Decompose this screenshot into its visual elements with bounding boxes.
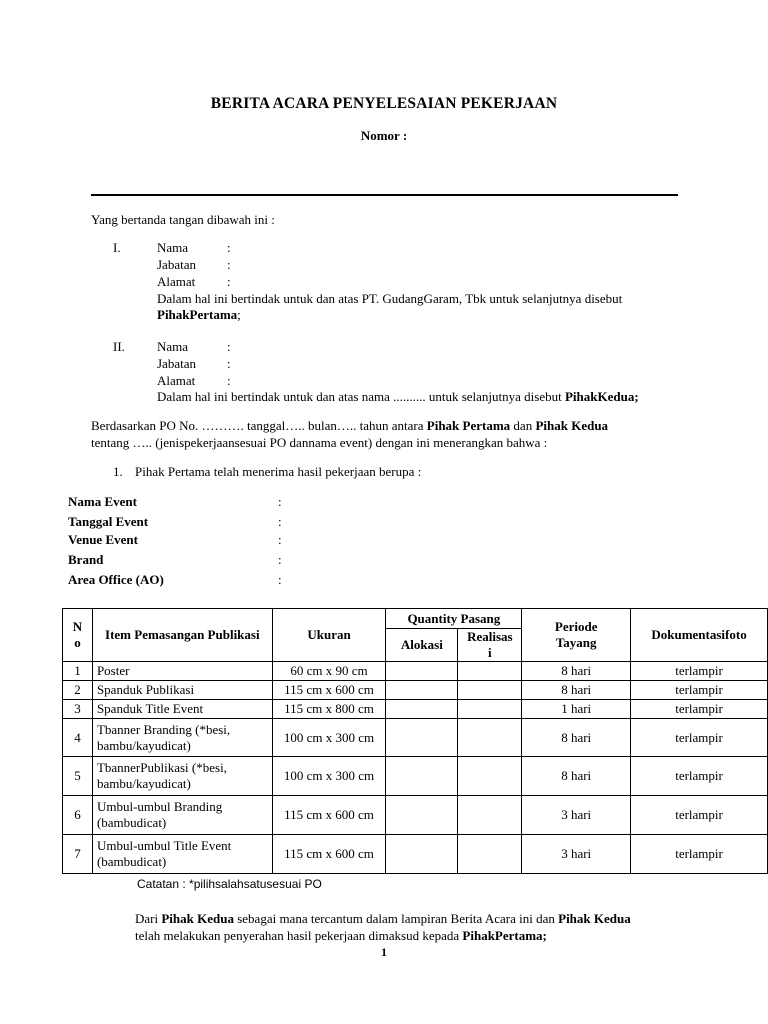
event-label-area-office: Area Office (AO) bbox=[68, 572, 164, 587]
row-periode: 3 hari bbox=[522, 796, 631, 835]
row-realisasi bbox=[458, 835, 522, 874]
party1-description: Dalam hal ini bertindak untuk dan atas PT. GudangGaram, Tbk untuk selanjutnya disebut bbox=[157, 291, 623, 306]
row-realisasi bbox=[458, 796, 522, 835]
page-number: 1 bbox=[381, 945, 387, 959]
row-alokasi bbox=[386, 796, 458, 835]
closing-dari: Dari bbox=[135, 911, 159, 926]
row-item: Umbul-umbul Branding (bambudicat) bbox=[92, 796, 272, 835]
row-periode: 8 hari bbox=[522, 757, 631, 796]
party2-alias: PihakKedua; bbox=[564, 389, 639, 404]
intro-text: Yang bertanda tangan dibawah ini : bbox=[91, 212, 275, 227]
party1-field-alamat: Alamat bbox=[157, 274, 196, 289]
party1-alias-end: ; bbox=[237, 307, 241, 322]
row-no: 5 bbox=[63, 757, 93, 796]
basis-dan: dan bbox=[513, 418, 533, 433]
row-item: Spanduk Title Event bbox=[92, 700, 272, 719]
row-dokumentasi: terlampir bbox=[631, 719, 768, 757]
party2-colon-nama: : bbox=[227, 339, 231, 354]
event-label-brand: Brand bbox=[68, 552, 104, 567]
party2-field-alamat: Alamat bbox=[157, 373, 196, 388]
row-dokumentasi: terlampir bbox=[631, 700, 768, 719]
event-value-nama: : bbox=[278, 494, 282, 509]
party1-colon-jabatan: : bbox=[227, 257, 231, 272]
row-ukuran: 115 cm x 600 cm bbox=[272, 796, 386, 835]
table-row bbox=[63, 757, 768, 796]
row-alokasi bbox=[386, 835, 458, 874]
closing-pihak-kedua-1: Pihak Kedua bbox=[161, 911, 234, 926]
header-divider bbox=[91, 194, 678, 196]
row-no: 1 bbox=[63, 662, 93, 681]
document-number-label: Nomor : bbox=[360, 128, 408, 143]
header-periode: Periode Tayang bbox=[522, 609, 631, 662]
row-ukuran: 100 cm x 300 cm bbox=[272, 719, 386, 757]
party1-alias: PihakPertama bbox=[157, 307, 238, 322]
row-item: TbannerPublikasi (*besi, bambu/kayudicat) bbox=[92, 757, 272, 796]
row-periode: 8 hari bbox=[522, 681, 631, 700]
row-dokumentasi: terlampir bbox=[631, 757, 768, 796]
row-alokasi bbox=[386, 719, 458, 757]
event-value-area-office: : bbox=[278, 572, 282, 587]
point1-text: Pihak Pertama telah menerima hasil pekerjaan berupa : bbox=[135, 464, 422, 479]
header-quantity: Quantity Pasang bbox=[386, 609, 522, 629]
basis-line-1 bbox=[91, 417, 608, 434]
row-periode: 8 hari bbox=[522, 662, 631, 681]
header-ukuran: Ukuran bbox=[272, 609, 386, 662]
party2-description-line bbox=[157, 388, 639, 405]
row-ukuran: 100 cm x 300 cm bbox=[272, 757, 386, 796]
party2-roman: II. bbox=[113, 339, 125, 354]
event-value-tanggal: : bbox=[278, 514, 282, 529]
basis-pihak-kedua: Pihak Kedua bbox=[535, 418, 609, 433]
table-row bbox=[63, 681, 768, 700]
party2-colon-jabatan: : bbox=[227, 356, 231, 371]
closing-text: telah melakukan penyerahan hasil pekerjaan dimaksud kepada bbox=[135, 928, 460, 943]
closing-line-1 bbox=[135, 910, 631, 927]
row-realisasi bbox=[458, 719, 522, 757]
header-realisasi: Realisas i bbox=[458, 629, 522, 662]
row-alokasi bbox=[386, 757, 458, 796]
row-periode: 1 hari bbox=[522, 700, 631, 719]
row-no: 4 bbox=[63, 719, 93, 757]
party2-field-nama: Nama bbox=[157, 339, 189, 354]
party1-colon-nama: : bbox=[227, 240, 231, 255]
table-note: Catatan : *pilihsalahsatusesuai PO bbox=[137, 877, 322, 891]
row-realisasi bbox=[458, 757, 522, 796]
closing-pihak-kedua-2: Pihak Kedua bbox=[558, 911, 631, 926]
table-row bbox=[63, 662, 768, 681]
row-ukuran: 115 cm x 600 cm bbox=[272, 835, 386, 874]
basis-text: Berdasarkan PO No. ………. tanggal….. bulan….. tahun antara bbox=[91, 418, 424, 433]
row-dokumentasi: terlampir bbox=[631, 681, 768, 700]
row-dokumentasi: terlampir bbox=[631, 796, 768, 835]
party1-colon-alamat: : bbox=[227, 274, 231, 289]
row-realisasi bbox=[458, 700, 522, 719]
row-dokumentasi: terlampir bbox=[631, 835, 768, 874]
header-item: Item Pemasangan Publikasi bbox=[92, 609, 272, 662]
row-ukuran: 115 cm x 800 cm bbox=[272, 700, 386, 719]
row-alokasi bbox=[386, 681, 458, 700]
basis-pihak-pertama: Pihak Pertama bbox=[426, 418, 511, 433]
event-label-venue: Venue Event bbox=[68, 532, 138, 547]
row-dokumentasi: terlampir bbox=[631, 662, 768, 681]
row-alokasi bbox=[386, 700, 458, 719]
row-periode: 3 hari bbox=[522, 835, 631, 874]
row-alokasi bbox=[386, 662, 458, 681]
table-row bbox=[63, 700, 768, 719]
row-periode: 8 hari bbox=[522, 719, 631, 757]
table-row bbox=[63, 835, 768, 874]
row-item: Tbanner Branding (*besi, bambu/kayudicat) bbox=[92, 719, 272, 757]
publication-items-table bbox=[62, 608, 768, 874]
row-no: 3 bbox=[63, 700, 93, 719]
event-label-nama: Nama Event bbox=[68, 494, 137, 509]
event-value-venue: : bbox=[278, 532, 282, 547]
row-no: 2 bbox=[63, 681, 93, 700]
row-ukuran: 60 cm x 90 cm bbox=[272, 662, 386, 681]
basis-line-2: tentang ….. (jenispekerjaansesuai PO dannama event) dengan ini menerangkan bahwa : bbox=[91, 435, 548, 450]
closing-middle: sebagai mana tercantum dalam lampiran Berita Acara ini dan bbox=[237, 911, 555, 926]
table-row bbox=[63, 719, 768, 757]
party1-alias-line bbox=[157, 306, 241, 323]
row-no: 7 bbox=[63, 835, 93, 874]
event-value-brand: : bbox=[278, 552, 282, 567]
party1-field-jabatan: Jabatan bbox=[157, 257, 196, 272]
row-ukuran: 115 cm x 600 cm bbox=[272, 681, 386, 700]
table-row bbox=[63, 796, 768, 835]
party2-colon-alamat: : bbox=[227, 373, 231, 388]
party1-field-nama: Nama bbox=[157, 240, 189, 255]
closing-pihak-pertama: PihakPertama; bbox=[462, 928, 547, 943]
row-realisasi bbox=[458, 681, 522, 700]
event-label-tanggal: Tanggal Event bbox=[68, 514, 149, 529]
header-dokumentasi: Dokumentasifoto bbox=[631, 609, 768, 662]
row-item: Spanduk Publikasi bbox=[92, 681, 272, 700]
header-alokasi: Alokasi bbox=[386, 629, 458, 662]
row-no: 6 bbox=[63, 796, 93, 835]
party1-roman: I. bbox=[113, 240, 121, 255]
party2-field-jabatan: Jabatan bbox=[157, 356, 196, 371]
document-title: BERITA ACARA PENYELESAIAN PEKERJAAN bbox=[210, 95, 558, 112]
party2-description: Dalam hal ini bertindak untuk dan atas nama .......... untuk selanjutnya disebut bbox=[157, 389, 562, 404]
header-no: N o bbox=[63, 609, 93, 662]
row-item: Umbul-umbul Title Event (bambudicat) bbox=[92, 835, 272, 874]
row-item: Poster bbox=[92, 662, 272, 681]
row-realisasi bbox=[458, 662, 522, 681]
point1-number: 1. bbox=[113, 464, 123, 479]
closing-line-2 bbox=[135, 927, 547, 944]
